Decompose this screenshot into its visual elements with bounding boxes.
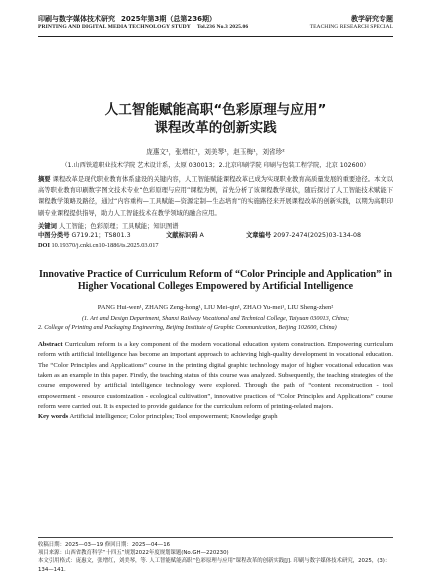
clc: 中图分类号 G719.21；TS801.3: [38, 231, 131, 239]
header-section-cn: 教学研究专题: [351, 15, 393, 23]
affiliation-en-line2: 2. College of Printing and Packaging Engineering, Beijing Institute of Graphic Communication, Beijing 102600, China): [38, 324, 337, 332]
footnote: [38, 537, 393, 574]
article-no: 文章编号 2097-2474(2025)03-134-08: [246, 231, 362, 239]
affiliation-en-line1: (1. Art and Design Department, Shanxi Railway Vocational and Technical College, Taiyuan 030013, China;: [81, 314, 350, 322]
abstract-cn-text: 课程改革是现代职业教育体系建设的关键内容，人工智能赋能课程改革已成为实现职业教育高质量发展的重要途径。本文以高等职业教育印刷数字图文技术专业“色彩原理与应用”课程为例，首先分析了该课程教学现状，随后探讨了人工智能技术赋能下课程教学策略及路径，通过“内容重构—工具赋能—资源定制—生态培育”的实施路径来开展课程改革的创新实践，以期为高职印刷专业课程提供指导，助力人工智能技术在教学领域的融合应用。: [38, 176, 393, 217]
doi-value: 10.19370/j.cnki.cn10-1886/ts.2025.03.017: [51, 241, 159, 249]
footnote-received: 收稿日期：2025—03—19 修回日期：2025—04—16: [38, 542, 171, 548]
title-en: [38, 269, 393, 294]
keywords-en-label: Key words: [38, 412, 69, 420]
authors-en: PANG Hui-wen¹, ZHANG Zeng-hong¹, LIU Mei-qin¹, ZHAO Yu-mei¹, LIU Sheng-zhen²: [97, 303, 334, 311]
abstract-en: [38, 340, 393, 413]
abstract-cn-label: 摘要: [38, 176, 51, 183]
title-en-line2: Higher Vocational Colleges Empowered by Artificial Intelligence: [77, 281, 354, 293]
abstract-cn: [38, 174, 393, 219]
title-en-line1: Innovative Practice of Curriculum Reform of “Color Principle and Application” in: [38, 268, 393, 280]
doi: DOI 10.19370/j.cnki.cn10-1886/ts.2025.03.017: [38, 241, 159, 249]
doc-code: 文献标识码 A: [166, 231, 204, 239]
affiliation-en: [38, 314, 393, 333]
running-header: [38, 14, 393, 37]
footnote-citation: 本文引用格式：庞惠文，张增红，刘美琴，等. 人工智能赋能高职“色彩原理与应用”课程改革的创新实践[J]. 印刷与数字媒体技术研究，2025，(3)：134—141.: [38, 558, 391, 573]
abstract-en-text: Curriculum reform is a key component of the modern vocational education system construction. Empowering curriculum reform with artificial intelligence has become an important approach to achieving high-quality development in vocational education. The “Color Principles and Applications” course in the printing digital graphic technology major of higher vocational education was taken as an example in this paper. Firstly, the teaching status of this course was analyzed. Subsequently, the teaching strategies of the course empowered by artificial intelligence technology were explored. Through the path of “content reconstruction - tool empowerment - resource customization - ecological cultivation”, innovative practices of “Color Principles and Applications” course reform were carried out. It is expected to provide guidance for the curriculum reform of printing-related majors.: [38, 340, 393, 411]
header-journal-en: PRINTING AND DIGITAL MEDIA TECHNOLOGY STUDY Tol.236 No.3 2025.06: [38, 24, 249, 30]
classification-row: [38, 230, 393, 241]
keywords-en-text: Artificial intelligence; Color principles; Tool empowerment; Knowledge graph: [69, 412, 278, 420]
keywords-cn-label: 关键词: [38, 222, 57, 230]
paper-page: [38, 14, 393, 420]
header-journal-cn: 印刷与数字媒体技术研究 2025年第3期（总第236期）: [38, 15, 216, 23]
keywords-cn: [38, 221, 393, 230]
title-cn-line1: 人工智能赋能高职“色彩原理与应用”: [104, 102, 327, 118]
title-cn-line2: 课程改革的创新实践: [154, 120, 277, 136]
title-cn: [38, 101, 393, 137]
footnote-fund: 项目来源：山西省教育科学“十四五”规划2022年度规划课题(No.GH—220230): [38, 550, 229, 557]
affiliation-cn: （1.山西铁道职业技术学院 艺术设计系，太原 030013；2.北京印刷学院 印刷与包装工程学院，北京 102600）: [61, 162, 370, 169]
keywords-en: [38, 413, 393, 420]
header-section-en: TEACHING RESEARCH SPECIAL: [309, 24, 393, 30]
authors-cn: 庞惠文¹，张增红¹，刘美琴¹，赵玉梅¹，刘省珍²: [146, 148, 285, 156]
abstract-en-label: Abstract: [38, 340, 63, 348]
keywords-cn-text: 人工智能；色彩原理；工具赋能；知识图谱: [58, 222, 179, 230]
